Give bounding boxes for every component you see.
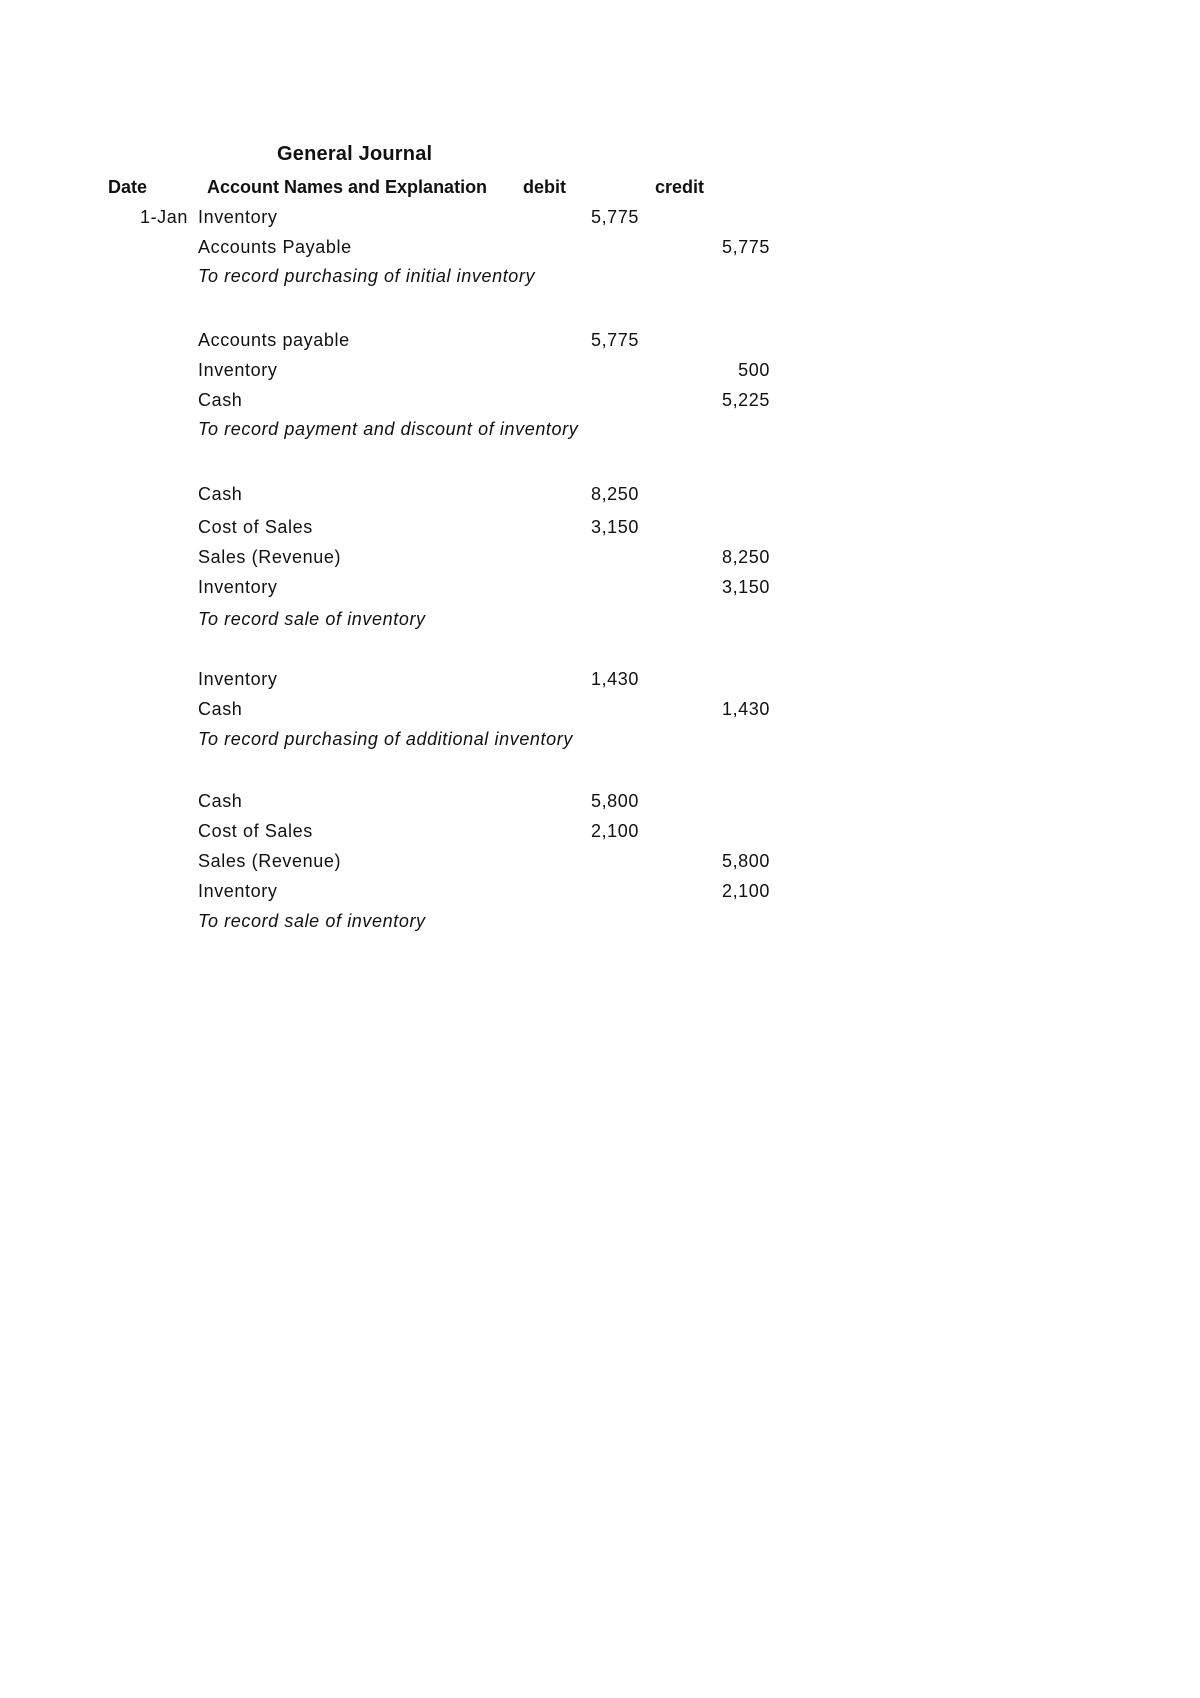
entry-account: Cost of Sales bbox=[198, 821, 313, 841]
entry-account: Inventory bbox=[198, 669, 278, 689]
entry-explanation: To record sale of inventory bbox=[198, 609, 426, 629]
journal-entry-row bbox=[0, 821, 1200, 849]
journal-entry-row bbox=[0, 484, 1200, 512]
entry-debit: 2,100 bbox=[590, 821, 639, 841]
entry-debit: 5,775 bbox=[590, 330, 639, 350]
journal-explanation-row bbox=[0, 419, 1200, 447]
journal-entry-row bbox=[0, 577, 1200, 605]
journal-explanation-row bbox=[0, 609, 1200, 637]
journal-explanation-row bbox=[0, 729, 1200, 757]
entry-account: Cost of Sales bbox=[198, 517, 313, 537]
entry-account: Sales (Revenue) bbox=[198, 547, 342, 567]
journal-entry-row bbox=[0, 791, 1200, 819]
entry-explanation: To record purchasing of initial inventory bbox=[198, 266, 536, 286]
entry-account: Inventory bbox=[198, 577, 278, 597]
journal-explanation-row bbox=[0, 911, 1200, 939]
entry-credit: 5,800 bbox=[721, 851, 770, 871]
entry-explanation: To record sale of inventory bbox=[198, 911, 426, 931]
entry-account: Cash bbox=[198, 791, 243, 811]
entry-account: Inventory bbox=[198, 360, 278, 380]
journal-entry-row bbox=[0, 330, 1200, 358]
journal-entry-row bbox=[0, 360, 1200, 388]
entry-credit: 8,250 bbox=[721, 547, 770, 567]
header-debit: debit bbox=[523, 177, 566, 197]
header-account: Account Names and Explanation bbox=[207, 177, 488, 197]
entry-credit: 3,150 bbox=[721, 577, 770, 597]
entry-explanation: To record purchasing of additional inventory bbox=[198, 729, 573, 749]
journal-explanation-row bbox=[0, 266, 1200, 294]
entry-explanation: To record payment and discount of inventory bbox=[198, 419, 579, 439]
journal-entry-row bbox=[0, 669, 1200, 697]
entry-credit: 1,430 bbox=[721, 699, 770, 719]
entry-credit: 500 bbox=[738, 360, 770, 380]
entry-date: 1-Jan bbox=[139, 207, 188, 227]
journal-title: General Journal bbox=[277, 143, 433, 165]
entry-credit: 5,775 bbox=[721, 237, 770, 257]
header-credit: credit bbox=[655, 177, 705, 197]
entry-credit: 2,100 bbox=[721, 881, 770, 901]
entry-account: Accounts Payable bbox=[198, 237, 352, 257]
entry-account: Inventory bbox=[198, 207, 278, 227]
entry-debit: 5,800 bbox=[590, 791, 639, 811]
journal-entry-row bbox=[0, 237, 1200, 265]
entry-debit: 5,775 bbox=[590, 207, 639, 227]
journal-entry-row bbox=[0, 547, 1200, 575]
entry-account: Cash bbox=[198, 699, 243, 719]
entry-account: Cash bbox=[198, 484, 243, 504]
entry-account: Cash bbox=[198, 390, 243, 410]
entry-account: Inventory bbox=[198, 881, 278, 901]
entry-account: Sales (Revenue) bbox=[198, 851, 342, 871]
entry-debit: 8,250 bbox=[590, 484, 639, 504]
journal-entry-row bbox=[0, 517, 1200, 545]
header-date: Date bbox=[108, 177, 148, 197]
journal-entry-row bbox=[0, 851, 1200, 879]
journal-entry-row bbox=[0, 207, 1200, 235]
journal-entry-row bbox=[0, 881, 1200, 909]
entry-debit: 3,150 bbox=[590, 517, 639, 537]
journal-entry-row bbox=[0, 699, 1200, 727]
entry-debit: 1,430 bbox=[590, 669, 639, 689]
entry-credit: 5,225 bbox=[721, 390, 770, 410]
entry-account: Accounts payable bbox=[198, 330, 350, 350]
journal-entry-row bbox=[0, 390, 1200, 418]
